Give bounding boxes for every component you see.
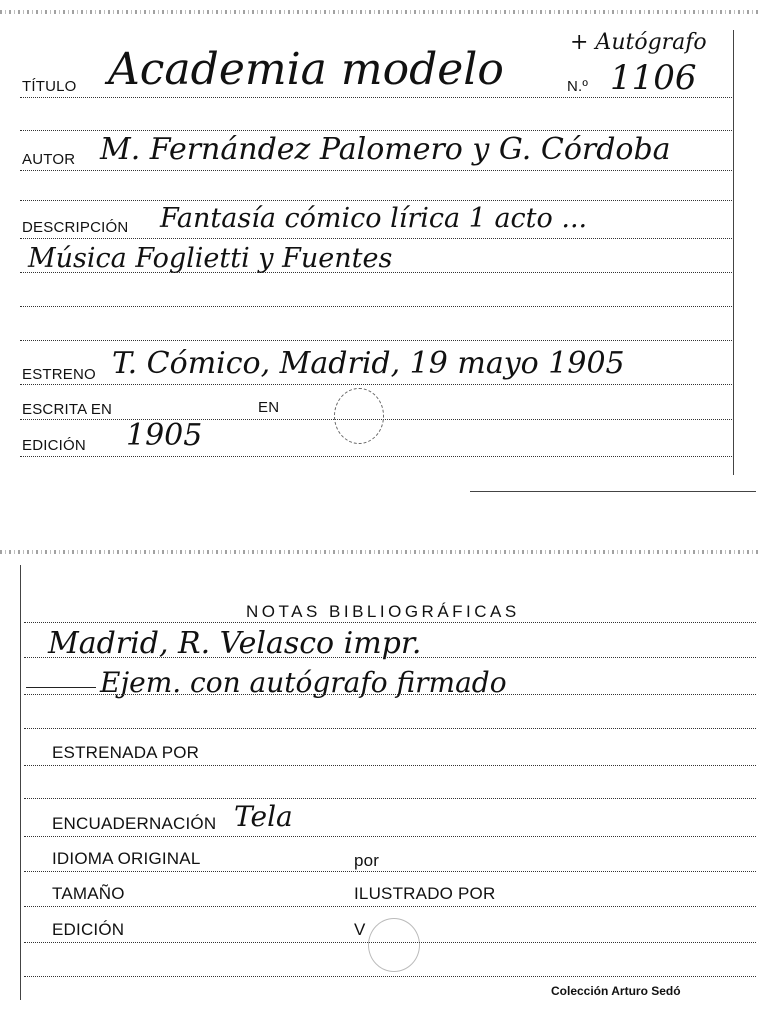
v-label: V [354,920,366,939]
en-label: EN [258,399,280,416]
nota-2-rule [24,694,756,695]
rule-c2-2 [24,798,756,799]
heading-rule [24,622,756,623]
encuadernacion-label: ENCUADERNACIÓN [52,814,217,833]
encuadernacion-rule [24,836,756,837]
titulo-rule [20,97,732,98]
card2-left-border [20,565,21,1000]
c2-edicion-label: EDICIÓN [52,920,125,939]
numero-value: 1106 [610,58,697,98]
card2-stamp [368,918,420,972]
idioma-rule [24,871,756,872]
nota-1: Madrid, R. Velasco impr. [48,626,422,661]
escrita-label: ESCRITA EN [22,401,113,418]
nota-2-dash [26,687,96,688]
card1-top-edge [0,10,759,14]
tamano-label: TAMAÑO [52,884,125,903]
estreno-value: T. Cómico, Madrid, 19 mayo 1905 [112,346,625,381]
tamano-rule [24,906,756,907]
estreno-rule [20,384,732,385]
card1-bottom-rule [470,491,756,492]
card2-top-edge [0,550,759,554]
estreno-label: ESTRENO [22,366,96,383]
autor-value: M. Fernández Palomero y G. Córdoba [100,132,671,167]
rule-c2-3 [24,976,756,977]
edicion-value: 1905 [126,418,203,453]
rule-4 [20,306,732,307]
estrenada-rule [24,765,756,766]
ilustrado-label: ILUSTRADO POR [354,884,496,903]
autor-rule [20,170,732,171]
nota-1-rule [24,657,756,658]
autor-label: AUTOR [22,151,76,168]
rule-1 [20,130,732,131]
descripcion-value-2: Música Foglietti y Fuentes [28,243,393,274]
c2-edicion-rule [24,942,756,943]
rule-5 [20,340,732,341]
titulo-value: Academia modelo [108,44,504,95]
notas-heading: NOTAS BIBLIOGRÁFICAS [246,602,520,621]
nota-2: Ejem. con autógrafo firmado [100,666,507,699]
autografo-note: + Autógrafo [570,30,707,55]
descripcion-value: Fantasía cómico lírica 1 acto ... [160,203,588,234]
estrenada-label: ESTRENADA POR [52,743,200,762]
rule-c2-1 [24,728,756,729]
rule-3 [20,272,732,273]
encuadernacion-value: Tela [234,800,293,833]
idioma-label: IDIOMA ORIGINAL [52,849,201,868]
descripcion-rule [20,238,732,239]
rule-2 [20,200,732,201]
numero-label: N.º [567,78,589,95]
card1-right-border [733,30,734,475]
descripcion-label: DESCRIPCIÓN [22,219,129,236]
edicion-rule [20,456,732,457]
collection-footer: Colección Arturo Sedó [551,984,681,998]
edicion-label: EDICIÓN [22,437,86,454]
titulo-label: TÍTULO [22,78,77,95]
por-label: por [354,851,380,870]
card1-stamp [334,388,384,444]
